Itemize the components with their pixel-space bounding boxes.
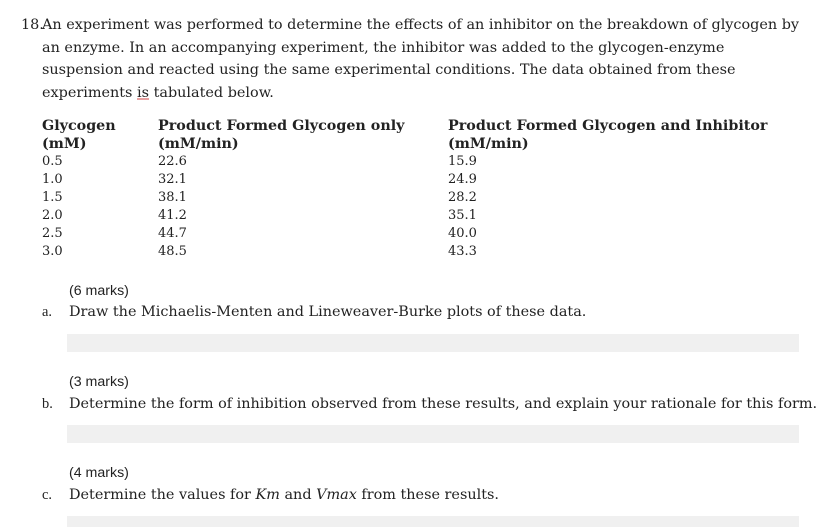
table-cell: 44.7 xyxy=(158,226,187,241)
glycogen-only-column xyxy=(158,117,404,261)
table-cell: 35.1 xyxy=(448,208,477,223)
marks-label: (6 marks) xyxy=(69,283,129,299)
part-text xyxy=(69,487,499,503)
table-cell: 48.5 xyxy=(158,244,187,259)
column-header-line: (mM/min) xyxy=(158,136,239,152)
table-cell: 22.6 xyxy=(158,154,187,169)
part-letter: c. xyxy=(42,487,52,503)
table-cell: 32.1 xyxy=(158,172,187,187)
marks-label: (3 marks) xyxy=(69,374,129,390)
part-text-end: from these results. xyxy=(356,487,499,503)
table-cell: 3.0 xyxy=(42,244,63,259)
part-letter: a. xyxy=(42,304,52,320)
table-cell: 41.2 xyxy=(158,208,187,223)
part-text-mid: and xyxy=(279,487,317,503)
glycogen-column xyxy=(42,117,116,261)
table-cell: 43.3 xyxy=(448,244,477,259)
table-cell: 1.0 xyxy=(42,172,63,187)
question-text xyxy=(42,14,801,104)
answer-field-a[interactable] xyxy=(67,334,799,352)
vmax-symbol: Vmax xyxy=(316,487,357,503)
table-cell: 15.9 xyxy=(448,154,477,169)
column-header-line: Glycogen xyxy=(42,118,116,134)
km-symbol: Km xyxy=(255,487,280,503)
question-text-end: tabulated below. xyxy=(149,84,274,101)
table-cell: 1.5 xyxy=(42,190,63,205)
glycogen-inhibitor-column xyxy=(448,117,767,261)
table-cell: 38.1 xyxy=(158,190,187,205)
answer-field-b[interactable] xyxy=(67,425,799,443)
table-cell: 40.0 xyxy=(448,226,477,241)
part-text: Determine the form of inhibition observed from these results, and explain your rationale for this form. xyxy=(69,396,818,412)
table-cell: 24.9 xyxy=(448,172,477,187)
question-text-start: An experiment was performed to determine the effects of an inhibitor on the breakdown of glycogen by an enzyme. In an accompanying experiment, the inhibitor was added to the glycogen-enzyme suspension and reacted using the same experimental conditions. The data obtained from these experiments xyxy=(42,17,800,101)
table-cell: 28.2 xyxy=(448,190,477,205)
part-text: Draw the Michaelis-Menten and Lineweaver-Burke plots of these data. xyxy=(69,304,587,320)
part-letter: b. xyxy=(42,396,53,412)
question-18 xyxy=(21,14,801,104)
table-cell: 2.0 xyxy=(42,208,63,223)
question-number: 18. xyxy=(21,17,44,33)
table-cell: 0.5 xyxy=(42,154,63,169)
table-cell: 2.5 xyxy=(42,226,63,241)
column-header-line: (mM) xyxy=(42,136,87,152)
marks-label: (4 marks) xyxy=(69,465,129,481)
part-text-start: Determine the values for xyxy=(69,487,256,503)
spellcheck-underlined-word: is xyxy=(137,84,150,101)
answer-field-c[interactable] xyxy=(67,516,799,527)
column-header-line: Product Formed Glycogen and Inhibitor xyxy=(448,118,768,134)
column-header-line: (mM/min) xyxy=(448,136,529,152)
column-header-line: Product Formed Glycogen only xyxy=(158,118,405,134)
